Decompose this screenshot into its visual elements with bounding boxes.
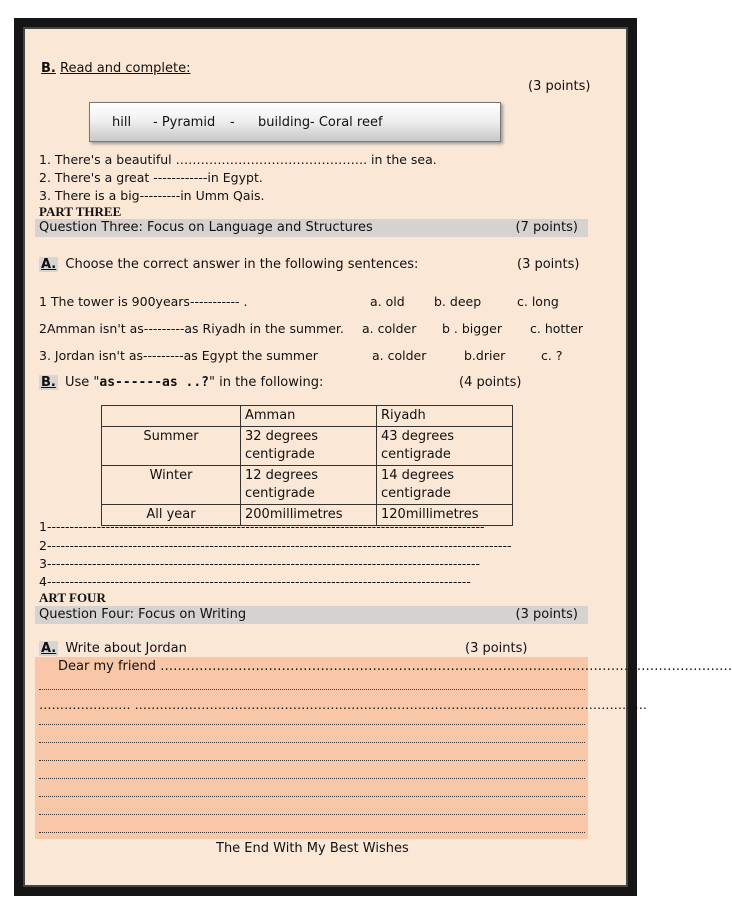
part3-b-instruction-code: as------as ..? bbox=[99, 375, 209, 390]
answer-line-3[interactable]: 3------------------------------------------------------------------------------------------------ bbox=[39, 556, 480, 571]
complete-sentence-3: 3. There is a big---------in Umm Qais. bbox=[39, 188, 265, 203]
table-cell: Amman bbox=[241, 406, 377, 427]
question-three-points: (7 points) bbox=[515, 220, 578, 235]
writing-line[interactable] bbox=[39, 688, 585, 690]
section-b-title: Read and complete: bbox=[60, 61, 191, 76]
complete-sentence-1: 1. There's a beautiful ………………………………………. in the sea. bbox=[39, 152, 437, 167]
table-row bbox=[102, 406, 513, 427]
table-cell: 120millimetres bbox=[377, 505, 513, 526]
mcq-option: a. colder bbox=[362, 321, 417, 336]
table-cell: Riyadh bbox=[377, 406, 513, 427]
table-cell: All year bbox=[102, 505, 241, 526]
mcq-question-1: 1 The tower is 900years----------- . bbox=[39, 294, 248, 309]
writing-line[interactable] bbox=[39, 831, 585, 833]
writing-greeting: Dear my friend …………………………………………………………………………………………………………………… bbox=[58, 659, 732, 674]
mcq-option: b . bigger bbox=[442, 321, 502, 336]
question-four-title: Question Four: Focus on Writing bbox=[39, 607, 247, 622]
word-bank-item: - Pyramid bbox=[153, 115, 216, 130]
part3-b-points: (4 points) bbox=[459, 375, 522, 390]
answer-line-1[interactable]: 1------------------------------------------------------------------------------------------------- bbox=[39, 519, 485, 534]
question-four-bar bbox=[35, 606, 588, 624]
answer-line-2[interactable]: 2------------------------------------------------------------------------------------------------------- bbox=[39, 538, 512, 553]
complete-sentence-2: 2. There's a great ------------in Egypt. bbox=[39, 170, 263, 185]
section-b-letter: B. bbox=[41, 61, 56, 76]
part3-b-instruction-pre: Use " bbox=[65, 375, 100, 390]
writing-line[interactable] bbox=[39, 795, 585, 797]
table-cell: Summer bbox=[102, 427, 241, 466]
part4-a-letter: A. bbox=[41, 641, 57, 656]
section-b-points: (3 points) bbox=[528, 79, 591, 94]
part4-a-instruction-row bbox=[39, 641, 187, 656]
question-three-bar bbox=[35, 219, 588, 237]
part3-b-instruction-row bbox=[39, 375, 323, 390]
part-three-heading: PART THREE bbox=[39, 204, 122, 219]
part3-b-instruction-post: " in the following: bbox=[208, 375, 324, 390]
table-cell: 14 degrees centigrade bbox=[377, 466, 513, 505]
writing-line[interactable] bbox=[39, 723, 585, 725]
mcq-option: c. ? bbox=[541, 348, 563, 363]
closing-message: The End With My Best Wishes bbox=[216, 841, 409, 856]
part3-a-points: (3 points) bbox=[517, 257, 580, 272]
table-row bbox=[102, 427, 513, 466]
writing-line[interactable] bbox=[39, 741, 585, 743]
part-four-heading: ART FOUR bbox=[39, 590, 106, 605]
mcq-option: b.drier bbox=[464, 348, 506, 363]
mcq-question-3: 3. Jordan isn't as---------as Egypt the summer bbox=[39, 348, 318, 363]
climate-table bbox=[101, 405, 513, 526]
word-bank-item: hill bbox=[112, 115, 132, 130]
word-bank-item: - bbox=[230, 115, 235, 130]
section-b-heading bbox=[41, 61, 191, 76]
writing-line[interactable] bbox=[39, 759, 585, 761]
mcq-option: a. colder bbox=[372, 348, 427, 363]
table-cell: 12 degrees centigrade bbox=[241, 466, 377, 505]
word-bank-item: - Coral reef bbox=[310, 115, 383, 130]
table-cell: 200millimetres bbox=[241, 505, 377, 526]
question-three-title: Question Three: Focus on Language and Structures bbox=[39, 220, 373, 235]
writing-line-partial[interactable]: …………………. …………………………………………………………………………………………………………… bbox=[39, 697, 647, 712]
question-four-points: (3 points) bbox=[515, 607, 578, 622]
writing-area[interactable] bbox=[35, 657, 732, 839]
part4-a-points: (3 points) bbox=[465, 641, 528, 656]
table-cell: 43 degrees centigrade bbox=[377, 427, 513, 466]
part4-a-instruction: Write about Jordan bbox=[65, 641, 187, 656]
mcq-question-2: 2Amman isn't as---------as Riyadh in the summer. bbox=[39, 321, 344, 336]
mcq-option: a. old bbox=[370, 294, 405, 309]
mcq-option: c. long bbox=[517, 294, 559, 309]
mcq-option: c. hotter bbox=[530, 321, 584, 336]
writing-line[interactable] bbox=[39, 777, 585, 779]
answer-line-4[interactable]: 4---------------------------------------------------------------------------------------------- bbox=[39, 574, 471, 589]
writing-line[interactable] bbox=[39, 813, 585, 815]
table-cell: Winter bbox=[102, 466, 241, 505]
part3-b-letter: B. bbox=[41, 375, 56, 390]
mcq-option: b. deep bbox=[434, 294, 482, 309]
part3-a-letter: A. bbox=[41, 257, 57, 272]
word-bank-item: building bbox=[258, 115, 311, 130]
word-bank bbox=[89, 102, 501, 142]
part3-a-instruction-row bbox=[39, 257, 418, 272]
table-cell bbox=[102, 406, 241, 427]
table-row bbox=[102, 466, 513, 505]
table-cell: 32 degrees centigrade bbox=[241, 427, 377, 466]
part3-a-instruction: Choose the correct answer in the following sentences: bbox=[65, 257, 419, 272]
